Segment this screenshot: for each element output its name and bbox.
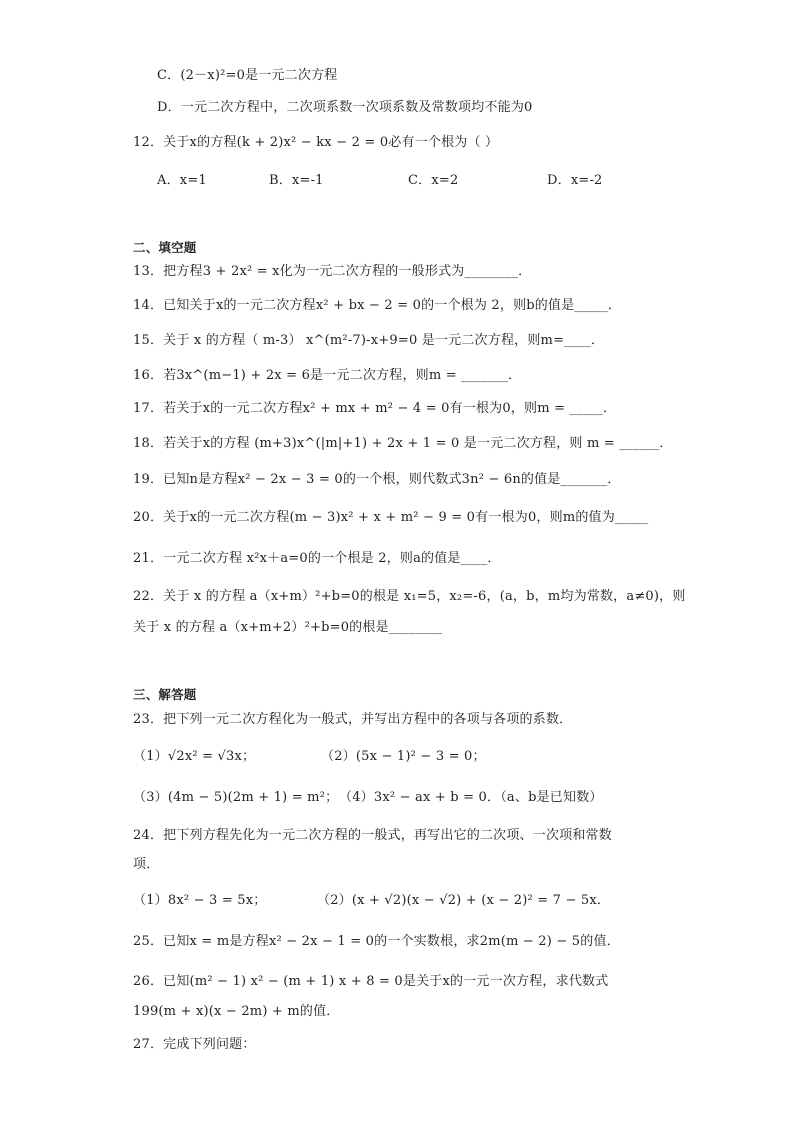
q24-stem-line1: 24．把下列方程先化为一元二次方程的一般式，再写出它的二次项、一次项和常数	[133, 828, 612, 843]
q17: 17．若关于x的一元二次方程x² + mx + m² − 4 = 0有一根为0，则m = _____．	[133, 401, 617, 416]
q24-part1: （1）8x² − 3 = 5x；	[133, 893, 267, 908]
q26-line2: 199(m + x)(x − 2m) + m的值．	[133, 1004, 340, 1019]
q24-stem-line2: 项．	[133, 857, 160, 872]
q12-stem: 12．关于x的方程(k + 2)x² − kx − 2 = 0必有一个根为（ ）	[133, 135, 499, 150]
q20: 20．关于x的一元二次方程(m − 3)x² + x + m² − 9 = 0有一根为0，则m的值为_____	[133, 510, 649, 525]
q18: 18．若关于x的方程 (m+3)x^(|m|+1) + 2x + 1 = 0 是一元二次方程，则 m = ______．	[133, 436, 673, 451]
q26-line1: 26．已知(m² − 1) x² − (m + 1) x + 8 = 0是关于x的一元一次方程，求代数式	[133, 974, 609, 989]
q11-option-c: C．(2－x)²=0是一元二次方程	[157, 68, 338, 83]
q27: 27．完成下列问题：	[133, 1037, 256, 1052]
q12-option-a: A．x=1	[157, 173, 207, 188]
q19: 19．已知n是方程x² − 2x − 3 = 0的一个根，则代数式3n² − 6n的值是_______．	[133, 472, 621, 487]
q11-option-d: D．一元二次方程中，二次项系数一次项系数及常数项均不能为0	[157, 100, 533, 115]
q23-parts-row2	[133, 788, 603, 808]
q13: 13．把方程3 + 2x² = x化为一元二次方程的一般形式为________．	[133, 264, 532, 279]
q14: 14．已知关于x的一元二次方程x² + bx − 2 = 0的一个根为 2，则b的值是_____．	[133, 298, 622, 313]
q23-part3: （3）(4m − 5)(2m + 1) = m²；	[133, 790, 339, 805]
section-fill-blank-title: 二、填空题	[133, 240, 197, 255]
q22-line1: 22．关于 x 的方程 a（x+m）²+b=0的根是 x₁=5，x₂=-6，(a，b，m均为常数，a≠0)，则	[133, 589, 686, 604]
q23-part2: （2）(5x − 1)² − 3 = 0；	[321, 749, 486, 764]
section-answer-title: 三、解答题	[133, 687, 197, 702]
q12-option-d: D．x=-2	[547, 173, 603, 188]
q23-part1: （1）√2x² = √3x；	[133, 749, 256, 764]
q23-parts-row1	[133, 747, 486, 767]
q22-line2: 关于 x 的方程 a（x+m+2）²+b=0的根是________	[133, 620, 443, 635]
q25: 25．已知x = m是方程x² − 2x − 1 = 0的一个实数根，求2m(m − 2) − 5的值．	[133, 934, 620, 949]
q12-options	[157, 171, 603, 191]
q23-stem: 23．把下列一元二次方程化为一般式，并写出方程中的各项与各项的系数．	[133, 712, 573, 727]
q24-parts	[133, 891, 610, 911]
q21: 21．一元二次方程 x²x＋a=0的一个根是 2，则a的值是____．	[133, 551, 501, 566]
q23-part4: （4）3x² − ax + b = 0．（a、b是已知数）	[339, 790, 603, 805]
q12-option-b: B．x=-1	[269, 173, 324, 188]
q12-option-c: C．x=2	[408, 173, 459, 188]
q24-part2: （2）(x + √2)(x − √2) + (x − 2)² = 7 − 5x．	[317, 893, 611, 908]
q16: 16．若3x^(m−1) + 2x = 6是一元二次方程，则m = _______．	[133, 368, 522, 383]
q15: 15．关于 x 的方程（ m-3） x^(m²-7)-x+9=0 是一元二次方程，则m=____．	[133, 333, 605, 348]
